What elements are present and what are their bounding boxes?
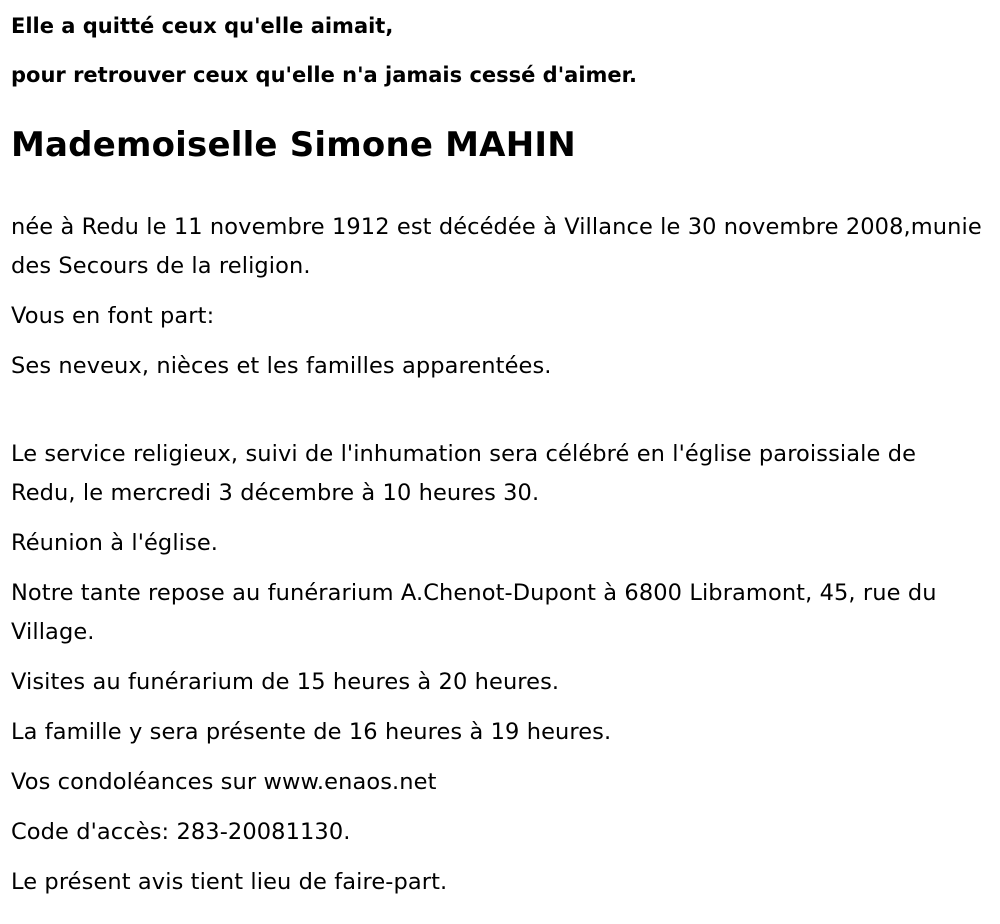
- epigraph-line-1: Elle a quitté ceux qu'elle aimait,: [11, 14, 394, 38]
- family-presence-paragraph: La famille y sera présente de 16 heures à 19 heures.: [11, 719, 612, 745]
- obituary-notice: [11, 0, 986, 902]
- announce-paragraph: Vous en font part:: [11, 303, 215, 329]
- access-code-paragraph: Code d'accès: 283-20081130.: [11, 819, 351, 845]
- service-paragraph: Le service religieux, suivi de l'inhumation sera célébré en l'église paroissiale de Redu, le mercredi 3 décembre à 10 heures 30.: [11, 441, 917, 506]
- deceased-name: Mademoiselle Simone MAHIN: [11, 125, 576, 165]
- visits-paragraph: Visites au funérarium de 15 heures à 20 heures.: [11, 669, 560, 695]
- meeting-paragraph: Réunion à l'église.: [11, 530, 219, 556]
- epigraph-line-2: pour retrouver ceux qu'elle n'a jamais cessé d'aimer.: [11, 63, 637, 87]
- birth-death-paragraph: née à Redu le 11 novembre 1912 est décédée à Villance le 30 novembre 2008,munie des Secours de la religion.: [11, 214, 982, 279]
- condolences-paragraph: Vos condoléances sur www.enaos.net: [11, 769, 437, 795]
- family-paragraph: Ses neveux, nièces et les familles apparentées.: [11, 353, 552, 379]
- repose-paragraph: Notre tante repose au funérarium A.Chenot-Dupont à 6800 Libramont, 45, rue du Village.: [11, 580, 937, 645]
- closing-paragraph: Le présent avis tient lieu de faire-part.: [11, 869, 448, 895]
